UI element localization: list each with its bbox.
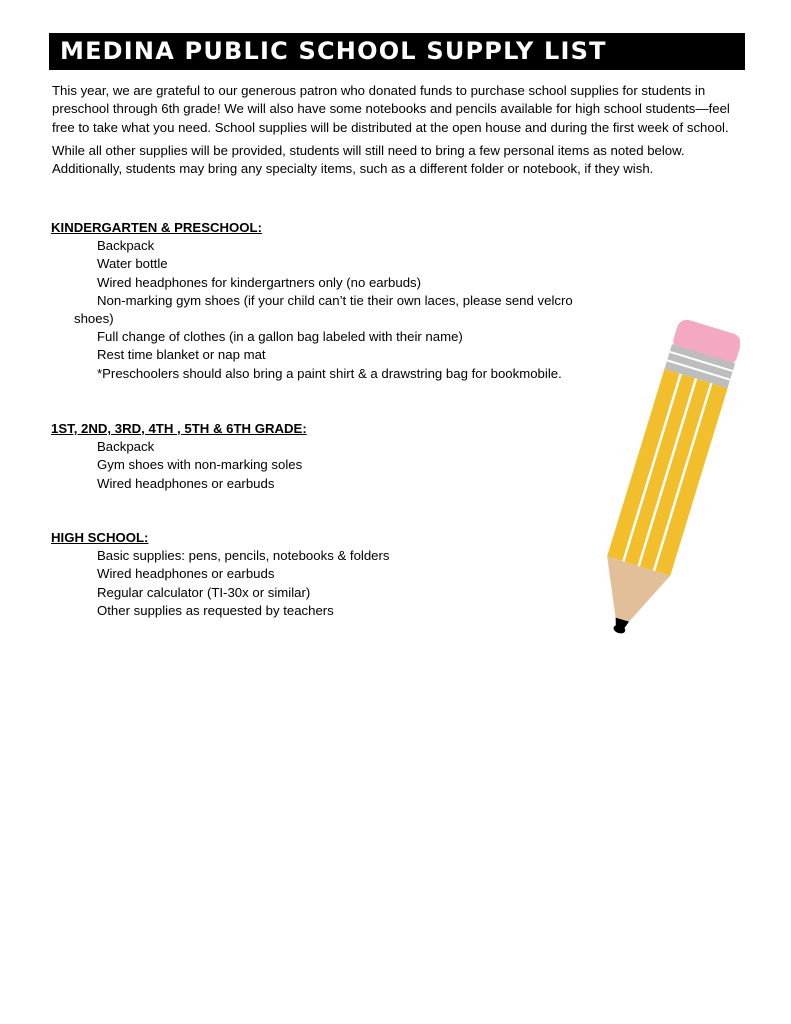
intro-paragraph-2: While all other supplies will be provided, students will still need to bring a few personal items as noted below. Additionally, students may bring any specialty items, such as a different folder or notebook, if they wish.: [52, 142, 685, 177]
page-title: MEDINA PUBLIC SCHOOL SUPPLY LIST: [60, 37, 607, 65]
supply-list: [51, 547, 390, 620]
list-item: Full change of clothes (in a gallon bag labeled with their name): [97, 329, 463, 345]
list-item: Non-marking gym shoes (if your child can’t tie their own laces, please send velcro: [97, 292, 573, 308]
section-heading: 1ST, 2ND, 3RD, 4TH , 5TH & 6TH GRADE:: [51, 421, 307, 436]
list-item-continuation: shoes): [74, 311, 114, 327]
section-heading: HIGH SCHOOL:: [51, 530, 149, 545]
list-item: Backpack: [97, 439, 155, 455]
intro: [52, 82, 732, 183]
supply-list: [51, 438, 307, 493]
list-item: Regular calculator (TI-30x or similar): [97, 584, 311, 600]
list-item: Wired headphones or earbuds: [97, 475, 275, 491]
section-high-school: [51, 529, 390, 620]
section-grades-1-6: [51, 420, 307, 493]
intro-paragraph-1: This year, we are grateful to our generous patron who donated funds to purchase school supplies for students in preschool through 6th grade! We will also have some notebooks and pencils available for high school students—feel free to take what you need. School supplies will be distributed at the open house and during the first week of school.: [52, 83, 730, 135]
list-item: Wired headphones for kindergartners only (no earbuds): [97, 274, 422, 290]
list-item: Wired headphones or earbuds: [97, 566, 275, 582]
title-bar: [49, 33, 745, 70]
section-kindergarten-preschool: [51, 219, 573, 383]
list-item: Rest time blanket or nap mat: [97, 347, 266, 363]
list-item: Other supplies as requested by teachers: [97, 602, 334, 618]
list-item: Basic supplies: pens, pencils, notebooks & folders: [97, 548, 390, 564]
list-item: Water bottle: [97, 256, 168, 272]
pencil-icon: [590, 310, 740, 650]
supply-list: [51, 237, 573, 383]
list-item: Backpack: [97, 238, 155, 254]
section-heading: KINDERGARTEN & PRESCHOOL:: [51, 220, 263, 235]
list-item: *Preschoolers should also bring a paint shirt & a drawstring bag for bookmobile.: [97, 365, 562, 381]
list-item: Gym shoes with non-marking soles: [97, 457, 303, 473]
